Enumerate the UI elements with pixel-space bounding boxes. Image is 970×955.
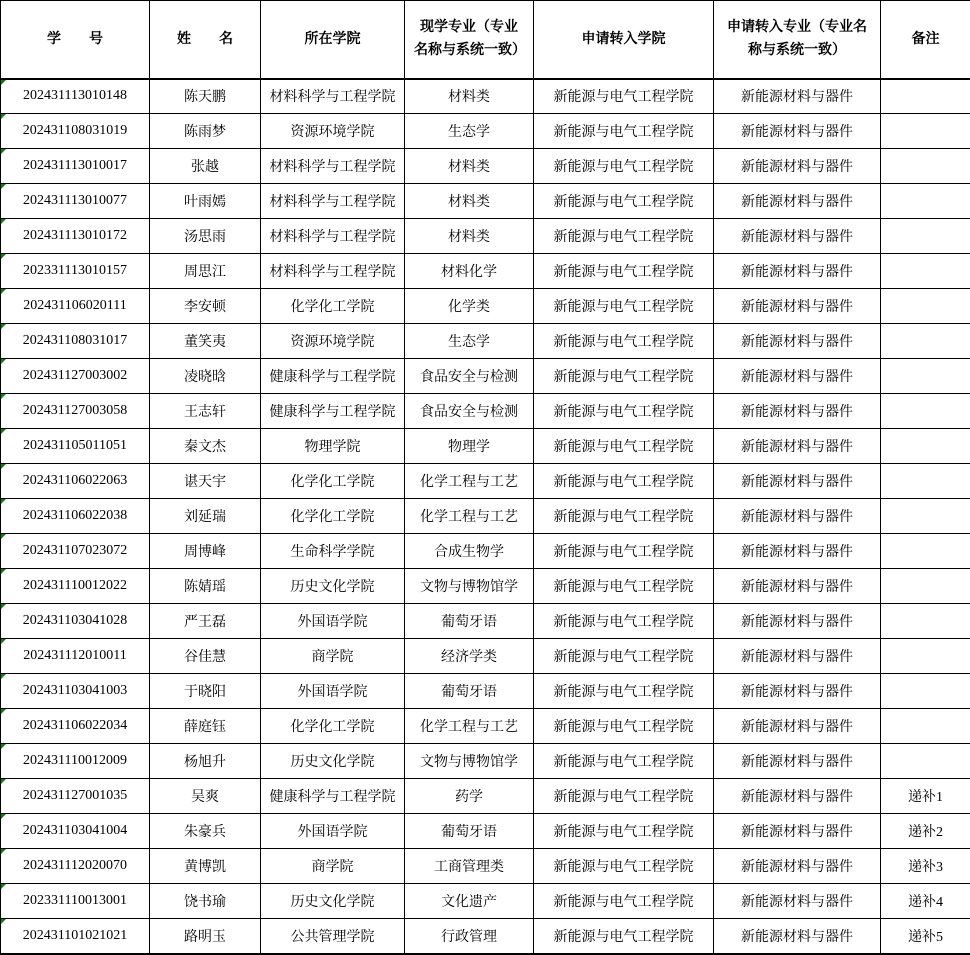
cell-college: 商学院 bbox=[261, 849, 405, 884]
cell-target-major: 新能源材料与器件 bbox=[714, 394, 881, 429]
student-id-text: 202431113010017 bbox=[23, 158, 127, 173]
table-row bbox=[1, 499, 970, 534]
cell-target-major: 新能源材料与器件 bbox=[714, 779, 881, 814]
cell-remark bbox=[881, 639, 970, 674]
cell-current-major: 物理学 bbox=[405, 429, 534, 464]
table-row bbox=[1, 324, 970, 359]
cell-name: 叶雨嫣 bbox=[150, 184, 261, 219]
cell-current-major: 文化遗产 bbox=[405, 884, 534, 919]
table-row bbox=[1, 814, 970, 849]
column-header-current-major: 现学专业（专业名称与系统一致） bbox=[405, 1, 534, 79]
cell-remark bbox=[881, 534, 970, 569]
cell-student-id bbox=[1, 849, 150, 884]
number-stored-as-text-indicator-icon bbox=[1, 289, 6, 294]
cell-current-major: 行政管理 bbox=[405, 919, 534, 954]
cell-current-major: 材料化学 bbox=[405, 254, 534, 289]
cell-target-college: 新能源与电气工程学院 bbox=[534, 814, 714, 849]
cell-student-id bbox=[1, 394, 150, 429]
cell-college: 商学院 bbox=[261, 639, 405, 674]
number-stored-as-text-indicator-icon bbox=[1, 359, 6, 364]
cell-student-id bbox=[1, 534, 150, 569]
cell-target-major: 新能源材料与器件 bbox=[714, 429, 881, 464]
cell-current-major: 生态学 bbox=[405, 114, 534, 149]
number-stored-as-text-indicator-icon bbox=[1, 674, 6, 679]
number-stored-as-text-indicator-icon bbox=[1, 80, 6, 85]
cell-name: 路明玉 bbox=[150, 919, 261, 954]
cell-target-college: 新能源与电气工程学院 bbox=[534, 534, 714, 569]
table-row bbox=[1, 79, 970, 114]
number-stored-as-text-indicator-icon bbox=[1, 114, 6, 119]
cell-remark bbox=[881, 744, 970, 779]
cell-name: 董笑夷 bbox=[150, 324, 261, 359]
cell-college: 历史文化学院 bbox=[261, 884, 405, 919]
number-stored-as-text-indicator-icon bbox=[1, 639, 6, 644]
cell-remark: 递补1 bbox=[881, 779, 970, 814]
header-row bbox=[1, 1, 970, 79]
student-id-text: 202431108031017 bbox=[23, 333, 127, 348]
cell-current-major: 化学工程与工艺 bbox=[405, 709, 534, 744]
cell-target-major: 新能源材料与器件 bbox=[714, 219, 881, 254]
cell-target-major: 新能源材料与器件 bbox=[714, 884, 881, 919]
cell-student-id bbox=[1, 814, 150, 849]
cell-target-major: 新能源材料与器件 bbox=[714, 674, 881, 709]
student-id-text: 202431127003058 bbox=[23, 403, 127, 418]
table-row bbox=[1, 359, 970, 394]
cell-remark bbox=[881, 324, 970, 359]
cell-current-major: 经济学类 bbox=[405, 639, 534, 674]
cell-current-major: 食品安全与检测 bbox=[405, 394, 534, 429]
cell-college: 资源环境学院 bbox=[261, 324, 405, 359]
cell-college: 健康科学与工程学院 bbox=[261, 779, 405, 814]
number-stored-as-text-indicator-icon bbox=[1, 744, 6, 749]
cell-target-major: 新能源材料与器件 bbox=[714, 604, 881, 639]
cell-name: 陈天鹏 bbox=[150, 79, 261, 114]
cell-target-major: 新能源材料与器件 bbox=[714, 464, 881, 499]
cell-college: 公共管理学院 bbox=[261, 919, 405, 954]
cell-target-college: 新能源与电气工程学院 bbox=[534, 324, 714, 359]
cell-target-college: 新能源与电气工程学院 bbox=[534, 79, 714, 114]
cell-student-id bbox=[1, 254, 150, 289]
cell-target-major: 新能源材料与器件 bbox=[714, 744, 881, 779]
cell-name: 严王磊 bbox=[150, 604, 261, 639]
table-row bbox=[1, 674, 970, 709]
table-row bbox=[1, 779, 970, 814]
cell-remark bbox=[881, 709, 970, 744]
number-stored-as-text-indicator-icon bbox=[1, 534, 6, 539]
number-stored-as-text-indicator-icon bbox=[1, 394, 6, 399]
cell-target-college: 新能源与电气工程学院 bbox=[534, 639, 714, 674]
table-row bbox=[1, 884, 970, 919]
cell-target-major: 新能源材料与器件 bbox=[714, 639, 881, 674]
cell-target-major: 新能源材料与器件 bbox=[714, 79, 881, 114]
cell-target-major: 新能源材料与器件 bbox=[714, 499, 881, 534]
student-id-text: 202431103041028 bbox=[23, 613, 127, 628]
student-id-text: 202331110013001 bbox=[23, 893, 127, 908]
cell-student-id bbox=[1, 569, 150, 604]
student-id-text: 202331113010157 bbox=[23, 263, 127, 278]
cell-target-college: 新能源与电气工程学院 bbox=[534, 849, 714, 884]
cell-remark bbox=[881, 184, 970, 219]
cell-student-id bbox=[1, 639, 150, 674]
cell-target-college: 新能源与电气工程学院 bbox=[534, 149, 714, 184]
number-stored-as-text-indicator-icon bbox=[1, 149, 6, 154]
cell-current-major: 葡萄牙语 bbox=[405, 814, 534, 849]
cell-name: 谌天宇 bbox=[150, 464, 261, 499]
cell-target-college: 新能源与电气工程学院 bbox=[534, 464, 714, 499]
table-row bbox=[1, 114, 970, 149]
cell-remark bbox=[881, 114, 970, 149]
cell-college: 生命科学学院 bbox=[261, 534, 405, 569]
student-id-text: 202431113010172 bbox=[23, 228, 127, 243]
column-header-target-major: 申请转入专业（专业名称与系统一致） bbox=[714, 1, 881, 79]
table-row bbox=[1, 219, 970, 254]
student-id-text: 202431113010148 bbox=[23, 88, 127, 103]
cell-name: 秦文杰 bbox=[150, 429, 261, 464]
cell-college: 健康科学与工程学院 bbox=[261, 394, 405, 429]
column-header-college: 所在学院 bbox=[261, 1, 405, 79]
cell-target-college: 新能源与电气工程学院 bbox=[534, 289, 714, 324]
student-id-text: 202431108031019 bbox=[23, 123, 127, 138]
student-id-text: 202431127001035 bbox=[23, 788, 127, 803]
cell-remark bbox=[881, 499, 970, 534]
cell-target-college: 新能源与电气工程学院 bbox=[534, 674, 714, 709]
number-stored-as-text-indicator-icon bbox=[1, 254, 6, 259]
cell-student-id bbox=[1, 779, 150, 814]
cell-college: 材料科学与工程学院 bbox=[261, 149, 405, 184]
cell-current-major: 材料类 bbox=[405, 79, 534, 114]
column-header-target-college: 申请转入学院 bbox=[534, 1, 714, 79]
cell-name: 薛庭钰 bbox=[150, 709, 261, 744]
cell-student-id bbox=[1, 184, 150, 219]
number-stored-as-text-indicator-icon bbox=[1, 779, 6, 784]
cell-current-major: 文物与博物馆学 bbox=[405, 569, 534, 604]
cell-target-college: 新能源与电气工程学院 bbox=[534, 744, 714, 779]
number-stored-as-text-indicator-icon bbox=[1, 814, 6, 819]
cell-current-major: 食品安全与检测 bbox=[405, 359, 534, 394]
cell-remark: 递补3 bbox=[881, 849, 970, 884]
cell-college: 历史文化学院 bbox=[261, 744, 405, 779]
cell-name: 饶书瑜 bbox=[150, 884, 261, 919]
cell-current-major: 化学类 bbox=[405, 289, 534, 324]
cell-name: 凌晓晗 bbox=[150, 359, 261, 394]
cell-current-major: 材料类 bbox=[405, 219, 534, 254]
table-row bbox=[1, 289, 970, 324]
cell-target-major: 新能源材料与器件 bbox=[714, 569, 881, 604]
cell-remark bbox=[881, 394, 970, 429]
cell-target-college: 新能源与电气工程学院 bbox=[534, 604, 714, 639]
student-id-text: 202431101021021 bbox=[23, 928, 127, 943]
cell-remark: 递补4 bbox=[881, 884, 970, 919]
cell-college: 材料科学与工程学院 bbox=[261, 219, 405, 254]
cell-college: 化学化工学院 bbox=[261, 709, 405, 744]
student-id-text: 202431105011051 bbox=[23, 438, 127, 453]
cell-remark bbox=[881, 359, 970, 394]
cell-target-college: 新能源与电气工程学院 bbox=[534, 429, 714, 464]
cell-college: 外国语学院 bbox=[261, 604, 405, 639]
number-stored-as-text-indicator-icon bbox=[1, 569, 6, 574]
table-row bbox=[1, 464, 970, 499]
cell-target-college: 新能源与电气工程学院 bbox=[534, 359, 714, 394]
cell-student-id bbox=[1, 429, 150, 464]
student-id-text: 202431106020111 bbox=[23, 298, 126, 313]
table-row bbox=[1, 149, 970, 184]
student-id-text: 202431103041004 bbox=[23, 823, 127, 838]
number-stored-as-text-indicator-icon bbox=[1, 324, 6, 329]
cell-target-college: 新能源与电气工程学院 bbox=[534, 779, 714, 814]
student-id-text: 202431110012009 bbox=[23, 753, 127, 768]
cell-student-id bbox=[1, 289, 150, 324]
cell-name: 朱豪兵 bbox=[150, 814, 261, 849]
cell-student-id bbox=[1, 744, 150, 779]
cell-remark bbox=[881, 254, 970, 289]
cell-student-id bbox=[1, 79, 150, 114]
cell-target-college: 新能源与电气工程学院 bbox=[534, 569, 714, 604]
cell-college: 材料科学与工程学院 bbox=[261, 79, 405, 114]
student-id-text: 202431113010077 bbox=[23, 193, 127, 208]
cell-target-major: 新能源材料与器件 bbox=[714, 324, 881, 359]
cell-student-id bbox=[1, 324, 150, 359]
cell-target-major: 新能源材料与器件 bbox=[714, 814, 881, 849]
number-stored-as-text-indicator-icon bbox=[1, 849, 6, 854]
cell-target-major: 新能源材料与器件 bbox=[714, 849, 881, 884]
number-stored-as-text-indicator-icon bbox=[1, 919, 6, 924]
number-stored-as-text-indicator-icon bbox=[1, 464, 6, 469]
cell-remark bbox=[881, 604, 970, 639]
cell-college: 外国语学院 bbox=[261, 814, 405, 849]
cell-remark bbox=[881, 79, 970, 114]
cell-name: 刘延瑞 bbox=[150, 499, 261, 534]
cell-student-id bbox=[1, 464, 150, 499]
cell-college: 外国语学院 bbox=[261, 674, 405, 709]
cell-name: 陈雨梦 bbox=[150, 114, 261, 149]
cell-college: 资源环境学院 bbox=[261, 114, 405, 149]
table-row bbox=[1, 744, 970, 779]
cell-name: 李安顿 bbox=[150, 289, 261, 324]
cell-target-college: 新能源与电气工程学院 bbox=[534, 919, 714, 954]
cell-current-major: 药学 bbox=[405, 779, 534, 814]
cell-target-college: 新能源与电气工程学院 bbox=[534, 219, 714, 254]
cell-target-major: 新能源材料与器件 bbox=[714, 919, 881, 954]
student-id-text: 202431106022063 bbox=[23, 473, 127, 488]
cell-name: 谷佳慧 bbox=[150, 639, 261, 674]
cell-remark bbox=[881, 429, 970, 464]
cell-target-major: 新能源材料与器件 bbox=[714, 254, 881, 289]
cell-name: 黄博凯 bbox=[150, 849, 261, 884]
cell-college: 化学化工学院 bbox=[261, 289, 405, 324]
table-row bbox=[1, 394, 970, 429]
cell-target-major: 新能源材料与器件 bbox=[714, 709, 881, 744]
cell-target-college: 新能源与电气工程学院 bbox=[534, 114, 714, 149]
cell-current-major: 材料类 bbox=[405, 184, 534, 219]
student-id-text: 202431112020070 bbox=[23, 858, 127, 873]
number-stored-as-text-indicator-icon bbox=[1, 499, 6, 504]
cell-remark bbox=[881, 289, 970, 324]
number-stored-as-text-indicator-icon bbox=[1, 884, 6, 889]
cell-name: 于晓阳 bbox=[150, 674, 261, 709]
number-stored-as-text-indicator-icon bbox=[1, 219, 6, 224]
cell-student-id bbox=[1, 709, 150, 744]
cell-college: 历史文化学院 bbox=[261, 569, 405, 604]
cell-current-major: 生态学 bbox=[405, 324, 534, 359]
table-body bbox=[1, 79, 970, 954]
column-header-remark: 备注 bbox=[881, 1, 970, 79]
cell-target-major: 新能源材料与器件 bbox=[714, 534, 881, 569]
column-header-student-id: 学 号 bbox=[1, 1, 150, 79]
cell-target-major: 新能源材料与器件 bbox=[714, 184, 881, 219]
cell-student-id bbox=[1, 919, 150, 954]
student-id-text: 202431106022038 bbox=[23, 508, 127, 523]
number-stored-as-text-indicator-icon bbox=[1, 184, 6, 189]
cell-name: 吴爽 bbox=[150, 779, 261, 814]
cell-student-id bbox=[1, 149, 150, 184]
table-row bbox=[1, 534, 970, 569]
student-id-text: 202431112010011 bbox=[23, 648, 126, 663]
cell-student-id bbox=[1, 499, 150, 534]
cell-name: 周思江 bbox=[150, 254, 261, 289]
table-row bbox=[1, 709, 970, 744]
student-id-text: 202431127003002 bbox=[23, 368, 127, 383]
cell-college: 材料科学与工程学院 bbox=[261, 184, 405, 219]
cell-remark: 递补2 bbox=[881, 814, 970, 849]
cell-student-id bbox=[1, 604, 150, 639]
cell-current-major: 葡萄牙语 bbox=[405, 674, 534, 709]
cell-student-id bbox=[1, 674, 150, 709]
cell-name: 杨旭升 bbox=[150, 744, 261, 779]
cell-current-major: 工商管理类 bbox=[405, 849, 534, 884]
cell-remark bbox=[881, 219, 970, 254]
cell-name: 王志轩 bbox=[150, 394, 261, 429]
cell-current-major: 文物与博物馆学 bbox=[405, 744, 534, 779]
cell-target-college: 新能源与电气工程学院 bbox=[534, 884, 714, 919]
cell-name: 周博峰 bbox=[150, 534, 261, 569]
table-row bbox=[1, 184, 970, 219]
cell-target-college: 新能源与电气工程学院 bbox=[534, 499, 714, 534]
cell-remark: 递补5 bbox=[881, 919, 970, 954]
table-row bbox=[1, 604, 970, 639]
table-row bbox=[1, 639, 970, 674]
cell-student-id bbox=[1, 219, 150, 254]
student-id-text: 202431106022034 bbox=[23, 718, 127, 733]
cell-target-major: 新能源材料与器件 bbox=[714, 359, 881, 394]
cell-college: 化学化工学院 bbox=[261, 499, 405, 534]
table-row bbox=[1, 429, 970, 464]
cell-name: 陈婧瑶 bbox=[150, 569, 261, 604]
number-stored-as-text-indicator-icon bbox=[1, 429, 6, 434]
cell-college: 材料科学与工程学院 bbox=[261, 254, 405, 289]
cell-remark bbox=[881, 149, 970, 184]
number-stored-as-text-indicator-icon bbox=[1, 604, 6, 609]
number-stored-as-text-indicator-icon bbox=[1, 709, 6, 714]
cell-target-college: 新能源与电气工程学院 bbox=[534, 254, 714, 289]
cell-target-major: 新能源材料与器件 bbox=[714, 149, 881, 184]
cell-target-college: 新能源与电气工程学院 bbox=[534, 184, 714, 219]
cell-target-major: 新能源材料与器件 bbox=[714, 289, 881, 324]
cell-student-id bbox=[1, 884, 150, 919]
cell-current-major: 材料类 bbox=[405, 149, 534, 184]
cell-current-major: 化学工程与工艺 bbox=[405, 464, 534, 499]
student-id-text: 202431107023072 bbox=[23, 543, 127, 558]
cell-remark bbox=[881, 464, 970, 499]
cell-college: 化学化工学院 bbox=[261, 464, 405, 499]
cell-target-college: 新能源与电气工程学院 bbox=[534, 394, 714, 429]
cell-student-id bbox=[1, 359, 150, 394]
cell-target-major: 新能源材料与器件 bbox=[714, 114, 881, 149]
cell-name: 汤思雨 bbox=[150, 219, 261, 254]
cell-remark bbox=[881, 674, 970, 709]
student-id-text: 202431110012022 bbox=[23, 578, 127, 593]
cell-current-major: 合成生物学 bbox=[405, 534, 534, 569]
cell-name: 张越 bbox=[150, 149, 261, 184]
cell-current-major: 葡萄牙语 bbox=[405, 604, 534, 639]
table-row bbox=[1, 849, 970, 884]
cell-student-id bbox=[1, 114, 150, 149]
table-row bbox=[1, 919, 970, 954]
cell-target-college: 新能源与电气工程学院 bbox=[534, 709, 714, 744]
cell-current-major: 化学工程与工艺 bbox=[405, 499, 534, 534]
cell-remark bbox=[881, 569, 970, 604]
student-id-text: 202431103041003 bbox=[23, 683, 127, 698]
table-row bbox=[1, 254, 970, 289]
column-header-name: 姓 名 bbox=[150, 1, 261, 79]
cell-college: 物理学院 bbox=[261, 429, 405, 464]
cell-college: 健康科学与工程学院 bbox=[261, 359, 405, 394]
table-row bbox=[1, 569, 970, 604]
